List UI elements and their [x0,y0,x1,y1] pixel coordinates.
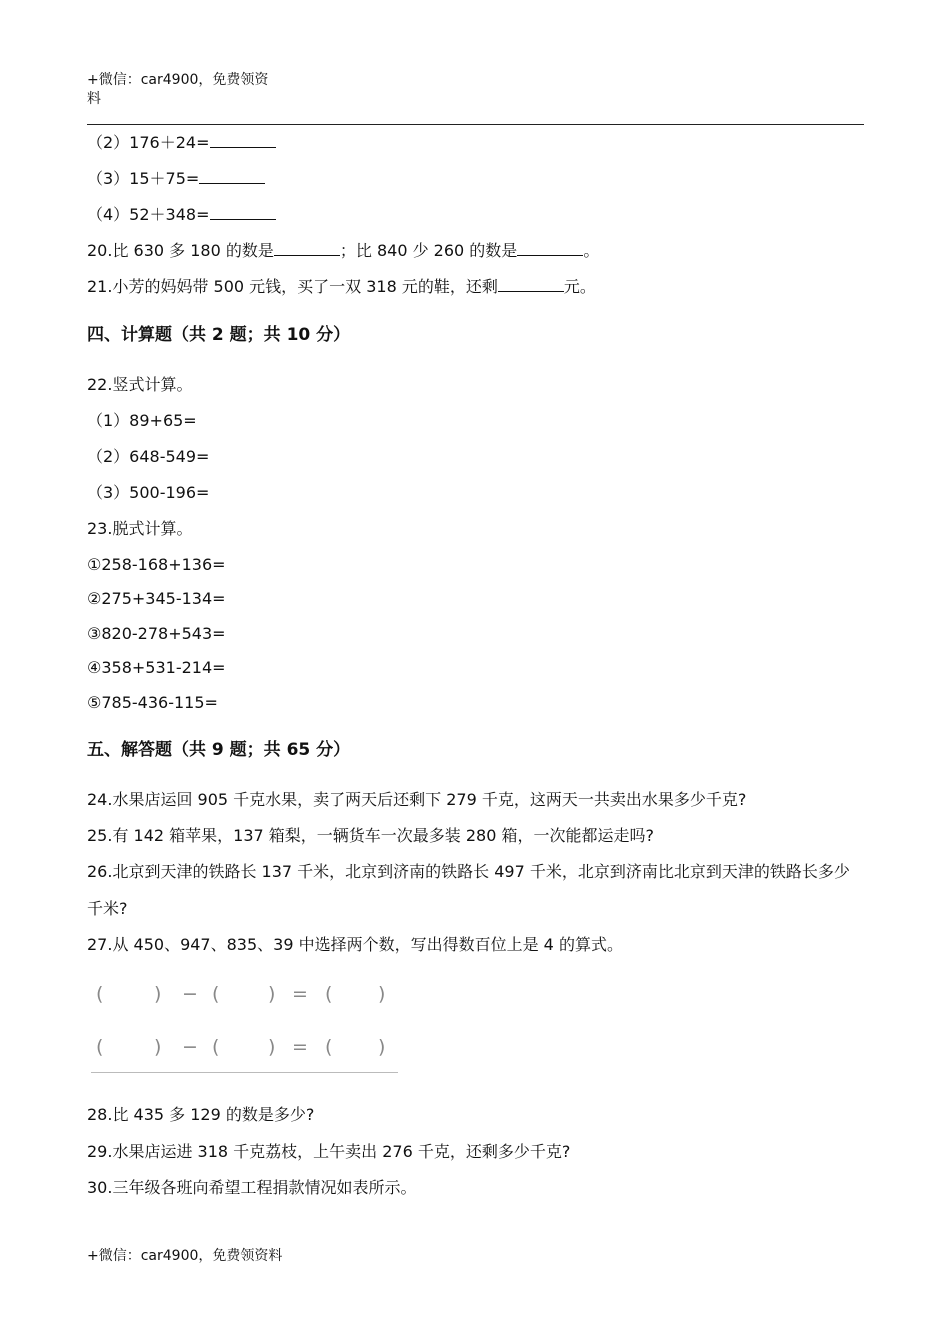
close-paren: ) [154,983,162,1005]
question-25: 25.有 142 箱苹果，137 箱梨，一辆货车一次最多装 280 箱，一次能都运走吗? [87,826,654,845]
q23-item: ②275+345-134= [87,589,226,608]
close-paren: ) [268,1036,276,1058]
question-21: 21.小芳的妈妈带 500 元钱，买了一双 318 元的鞋，还剩 元。 [87,277,596,296]
question-26-line1: 26.北京到天津的铁路长 137 千米，北京到济南的铁路长 497 千米，北京到济南比北京到天津的铁路长多少 [87,862,850,881]
close-paren: ) [378,1036,386,1058]
q22-item: （1）89+65= [87,411,197,430]
q23-item: ①258-168+136= [87,555,226,574]
question-26-line2: 千米? [87,899,128,918]
answer-blank [517,241,583,256]
answer-blank [210,133,276,148]
question-30: 30.三年级各班向希望工程捐款情况如表所示。 [87,1178,417,1197]
minus-sign: − [182,983,198,1005]
question-23-title: 23.脱式计算。 [87,519,193,538]
q19-part4: （4）52＋348= [87,205,276,225]
open-paren: ( [96,1036,104,1058]
question-20: 20.比 630 多 180 的数是 ；比 840 少 260 的数是 。 [87,241,600,260]
close-paren: ) [378,983,386,1005]
open-paren: ( [325,983,333,1005]
open-paren: ( [325,1036,333,1058]
answer-blank [210,205,276,220]
header-divider [87,124,864,125]
footer-watermark: +微信：car4900，免费领资料 [87,1248,283,1264]
close-paren: ) [154,1036,162,1058]
answer-blank [199,169,265,184]
question-29: 29.水果店运进 318 千克荔枝，上午卖出 276 千克，还剩多少千克? [87,1142,571,1161]
section-5-title: 五、解答题（共 9 题；共 65 分） [87,740,351,760]
q23-item: ④358+531-214= [87,658,226,677]
q19-part2: （2）176＋24= [87,133,276,153]
equals-sign: = [292,983,308,1005]
section-4-title: 四、计算题（共 2 题；共 10 分） [87,325,351,345]
header-watermark-line1: +微信：car4900，免费领资 [87,72,269,88]
q22-item: （2）648-549= [87,447,210,466]
q19-part3: （3）15＋75= [87,169,265,189]
open-paren: ( [212,1036,220,1058]
minus-sign: − [182,1036,198,1058]
answer-blank [498,277,564,292]
question-24: 24.水果店运回 905 千克水果，卖了两天后还剩下 279 千克，这两天一共卖出水果多少千克? [87,790,747,809]
q23-item: ③820-278+543= [87,624,226,643]
answer-blank [274,241,340,256]
open-paren: ( [96,983,104,1005]
question-28: 28.比 435 多 129 的数是多少? [87,1105,315,1124]
question-22-title: 22.竖式计算。 [87,375,193,394]
close-paren: ) [268,983,276,1005]
q23-item: ⑤785-436-115= [87,693,218,712]
equation-image-border [91,1072,398,1073]
header-watermark-line2: 料 [87,91,101,107]
q22-item: （3）500-196= [87,483,210,502]
question-27: 27.从 450、947、835、39 中选择两个数，写出得数百位上是 4 的算式。 [87,935,623,954]
equals-sign: = [292,1036,308,1058]
open-paren: ( [212,983,220,1005]
